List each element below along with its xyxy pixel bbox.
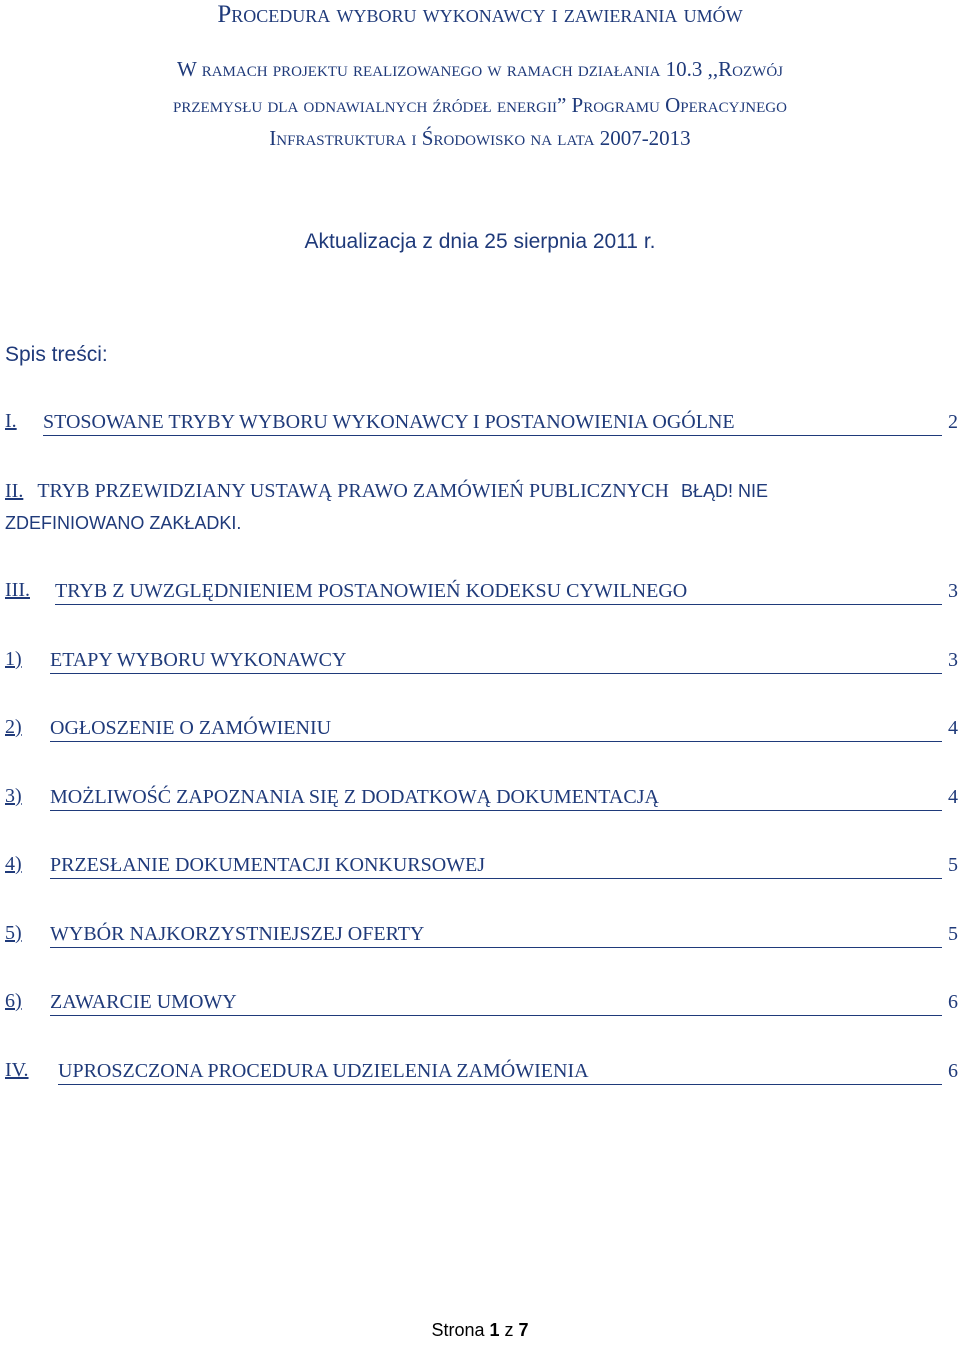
title-line-4: Infrastruktura i Środowisko na lata 2007-2013 <box>269 126 691 150</box>
title-line-1: Procedura wyboru wykonawcy i zawierania umów <box>217 1 743 28</box>
update-date: Aktualizacja z dnia 25 sierpnia 2011 r. <box>304 230 656 253</box>
toc-heading: Spis treści: <box>5 343 108 366</box>
toc-entry-number: 3) <box>5 785 22 807</box>
toc-entry-page: 4 <box>948 786 958 808</box>
toc-entry-page: 5 <box>948 854 958 876</box>
toc-entry-1[interactable] <box>5 410 960 438</box>
toc-entry-number: IV. <box>5 1059 29 1081</box>
toc-entry-title: ETAPY WYBORU WYKONAWCY <box>50 648 942 674</box>
toc-entry-7[interactable] <box>5 853 960 881</box>
page-footer <box>0 1320 960 1341</box>
toc-entry-number: 2) <box>5 716 22 738</box>
toc-entry-number: 4) <box>5 853 22 875</box>
toc-entry-title: ZAWARCIE UMOWY <box>50 990 942 1016</box>
toc-entry-page: 4 <box>948 717 958 739</box>
toc-entry-page: 6 <box>948 991 958 1013</box>
toc-entry-page: 3 <box>948 649 958 671</box>
toc-error-text-continued: ZDEFINIOWANO ZAKŁADKI. <box>5 513 242 533</box>
footer-current-page: 1 <box>489 1320 500 1340</box>
toc-entry-title: UPROSZCZONA PROCEDURA UDZIELENIA ZAMÓWIENIA <box>58 1059 942 1085</box>
title-line-2: W ramach projektu realizowanego w ramach działania 10.3 ,,Rozwój <box>177 57 783 81</box>
toc-entry-number: I. <box>5 410 17 432</box>
toc-entry-8[interactable] <box>5 922 960 950</box>
toc-entry-number: II. <box>5 480 24 502</box>
toc-entry-title: TRYB PRZEWIDZIANY USTAWĄ PRAWO ZAMÓWIEŃ PUBLICZNYCH <box>37 480 669 502</box>
toc-entry-number: 1) <box>5 648 22 670</box>
title-line-3: przemysłu dla odnawialnych źródeł energii” Programu Operacyjnego <box>173 93 787 117</box>
toc-entry-number: 6) <box>5 990 22 1012</box>
toc-entry-10[interactable] <box>5 1059 960 1087</box>
toc-entry-title: WYBÓR NAJKORZYSTNIEJSZEJ OFERTY <box>50 922 942 948</box>
toc-entry-page: 2 <box>948 411 958 433</box>
toc-entry-3[interactable] <box>5 579 960 607</box>
toc-entry-2[interactable] <box>5 480 960 533</box>
footer-total-pages: 7 <box>518 1320 529 1340</box>
toc-entry-page: 5 <box>948 923 958 945</box>
toc-entry-title: OGŁOSZENIE O ZAMÓWIENIU <box>50 716 942 742</box>
toc-entry-title: STOSOWANE TRYBY WYBORU WYKONAWCY I POSTANOWIENIA OGÓLNE <box>43 410 942 436</box>
toc-entry-5[interactable] <box>5 716 960 744</box>
footer-separator: z <box>504 1320 514 1340</box>
toc-entry-page: 6 <box>948 1060 958 1082</box>
toc-entry-page: 3 <box>948 580 958 602</box>
toc-entry-4[interactable] <box>5 648 960 676</box>
toc-entry-title: TRYB Z UWZGLĘDNIENIEM POSTANOWIEŃ KODEKSU CYWILNEGO <box>55 579 942 605</box>
toc-entry-number: III. <box>5 579 30 601</box>
toc-entry-9[interactable] <box>5 990 960 1018</box>
toc-error-text: BŁĄD! NIE <box>680 481 768 501</box>
toc-entry-title: MOŻLIWOŚĆ ZAPOZNANIA SIĘ Z DODATKOWĄ DOKUMENTACJĄ <box>50 785 942 811</box>
footer-prefix: Strona <box>431 1320 485 1340</box>
toc-entry-title: PRZESŁANIE DOKUMENTACJI KONKURSOWEJ <box>50 853 942 879</box>
toc-entry-6[interactable] <box>5 785 960 813</box>
toc-entry-number: 5) <box>5 922 22 944</box>
